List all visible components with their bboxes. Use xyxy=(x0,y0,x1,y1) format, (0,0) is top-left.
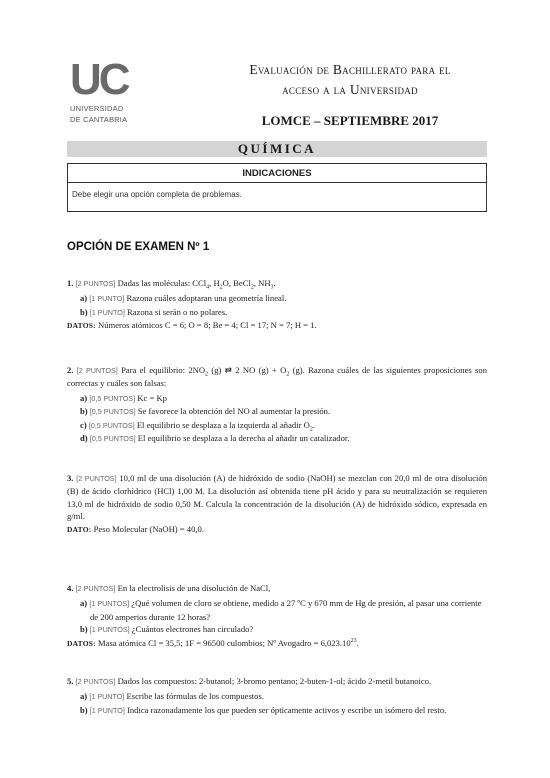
q5-part-a: a) [1 PUNTO] Escribe las fórmulas de los compuestos. xyxy=(80,691,264,702)
option-title: OPCIÓN DE EXAMEN Nº 1 xyxy=(67,241,210,253)
q1-part-a: a) [1 PUNTO] Razona cuáles adoptaran una geometría lineal. xyxy=(80,293,287,304)
q4-datos: DATOS: Masa atómica Cl = 35,5; 1F = 96500 culombios; Nº Avogadro = $6,023.10^{23}$. xyxy=(67,637,359,648)
q1-part-b: b) [1 PUNTO] Razona si serán o no polares. xyxy=(80,306,228,317)
exam-session: LOMCE – SEPTIEMBRE 2017 xyxy=(261,113,439,128)
q3-points: [2 PUNTOS] xyxy=(76,474,117,483)
equilibrium-arrow-icon: ⇄ xyxy=(224,365,232,375)
q2-text: Para el equilibrio: $2NO_2$ (g) ⇄ 2 NO $(g) + O_2$ (g). Razona cuáles de las siguientes proposiciones son correctas y cuáles son falsas: xyxy=(67,365,487,389)
q1-points: [2 PUNTOS] xyxy=(75,279,116,288)
logo-line-2: DE CANTABRIA xyxy=(70,115,128,124)
exam-title-line-1: Evaluación de Bachillerato para el xyxy=(249,62,451,77)
q4-part-a: a) [1 PUNTOS] ¿Qué volumen de cloro se obtiene, medido a 27 ºC y 670 mm de Hg de presión, al pasar una corriente de 200 amperios durante 12 horas? xyxy=(80,598,482,622)
question-1 xyxy=(67,277,487,333)
q2-points: [2 PUNTOS] xyxy=(76,366,118,375)
q2-part-d: d) [0,5 PUNTOS] El equilibrio se desplaza a la derecha al añadir un catalizador. xyxy=(80,433,350,444)
logo-line-1: UNIVERSIDAD xyxy=(70,104,124,113)
indicaciones-divider xyxy=(68,182,486,183)
question-4 xyxy=(67,582,487,650)
subject-heading: QUÍMICA xyxy=(67,141,487,157)
q4-number: 4. xyxy=(67,583,74,593)
q3-text: 10,0 ml de una disolución (A) de hidróxido de sodio (NaOH) se mezclan con 20,0 ml de otra disolución (B) de ácido clorhídrico (HCl) 1,00 M. La disolución así obtenida tiene pH ácido y para su neutralización se requieren 13,0 ml de hidróxido de sodio 0,50 M. Calcula la concentración de la disolución (A) de hidróxido sódico, expresada en g/ml. xyxy=(67,473,488,522)
indicaciones-box xyxy=(67,163,487,212)
q4-part-b: b) [1 PUNTOS] ¿Cuántos electrones han circulado? xyxy=(80,624,254,635)
indicaciones-heading: INDICACIONES xyxy=(242,168,312,179)
q2-part-b: b) [0,5 PUNTOS] Se favorece la obtención del NO al aumentar la presión. xyxy=(80,406,331,417)
question-3 xyxy=(67,472,487,536)
logo-mark: UC xyxy=(70,55,128,104)
q1-datos: DATOS: Números atómicos C = 6; O = 8; Be = 4; Cl = 17; N = 7; H = 1. xyxy=(67,320,317,331)
q2-part-a: a) [0,5 PUNTOS] Kc = Kp xyxy=(80,392,167,403)
q5-number: 5. xyxy=(67,676,74,686)
question-2 xyxy=(67,364,487,445)
q2-part-c: c) [0,5 PUNTOS] El equilibrio se desplaza a la izquierda al añadir $O_2$. xyxy=(80,419,315,433)
q3-datos: DATO: Peso Molecular (NaOH) = 40,0. xyxy=(67,523,204,534)
q3-number: 3. xyxy=(67,473,74,483)
exam-title-line-2: acceso a la Universidad xyxy=(282,82,418,97)
q5-part-b: b) [1 PUNTO] Indica razonadamente los que pueden ser ópticamente activos y escribe un isómero del resto. xyxy=(80,704,447,715)
q1-number: 1. xyxy=(67,278,74,288)
university-logo xyxy=(70,55,144,124)
q4-points: [2 PUNTOS] xyxy=(75,584,116,593)
exam-title xyxy=(205,60,495,100)
question-5 xyxy=(67,675,487,717)
q5-text: Dados los compuestos: 2-butanol; 3-bromo pentano; 2-buten-1-ol; ácido 2-metil butanoico. xyxy=(117,676,432,686)
q5-points: [2 PUNTOS] xyxy=(75,677,116,686)
q1-text: Dadas las moléculas: CCl$_4$, $H_2O$, BeCl$_2$, $NH_3$. xyxy=(117,278,276,291)
q4-text: En la electrolisis de una disolución de NaCl, xyxy=(117,583,271,593)
q2-number: 2. xyxy=(67,365,74,375)
indicaciones-text: Debe elegir una opción completa de problemas. xyxy=(72,190,242,199)
